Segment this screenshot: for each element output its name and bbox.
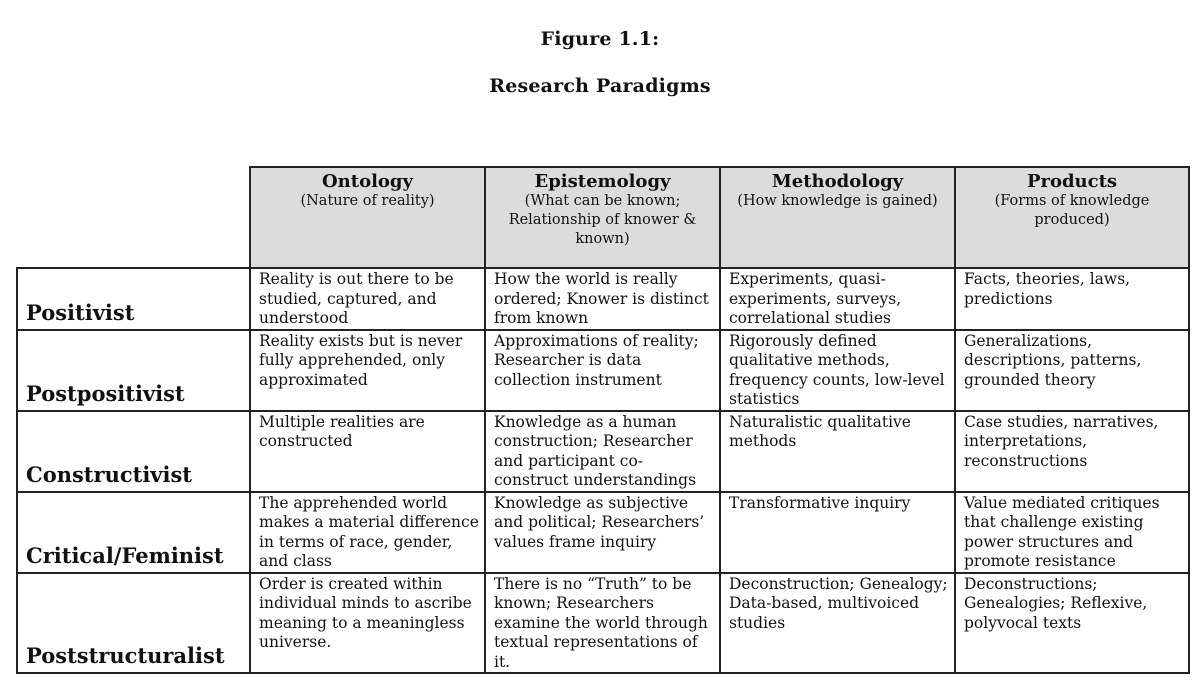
row-header: Postpositivist: [17, 330, 250, 411]
table-row-postpositivist: [17, 330, 1189, 411]
column-title: Ontology: [322, 171, 413, 192]
column-header-products: [955, 167, 1189, 268]
table-cell-methodology: Transformative inquiry: [720, 492, 955, 573]
row-header: Poststructuralist: [17, 573, 250, 674]
column-header-methodology: [720, 167, 955, 268]
empty-corner-cell: [17, 167, 250, 268]
column-title: Epistemology: [534, 171, 671, 192]
table-cell-ontology: Multiple realities are constructed: [250, 411, 485, 492]
table-cell-products: Case studies, narratives, interpretations, reconstructions: [955, 411, 1189, 492]
table-cell-products: Value mediated critiques that challenge existing power structures and promote resistance: [955, 492, 1189, 573]
table-cell-products: Facts, theories, laws, predictions: [955, 268, 1189, 330]
table-cell-methodology: Deconstruction; Genealogy; Data-based, multivoiced studies: [720, 573, 955, 674]
column-header-epistemology: [485, 167, 720, 268]
table-cell-products: Generalizations, descriptions, patterns, grounded theory: [955, 330, 1189, 411]
column-subtitle: (Forms of knowledge produced): [994, 193, 1150, 228]
column-subtitle: (Nature of reality): [300, 193, 435, 209]
row-header: Critical/Feminist: [17, 492, 250, 573]
table-cell-epistemology: There is no “Truth” to be known; Researchers examine the world through textual representations of it.: [485, 573, 720, 674]
header-row: [17, 167, 1189, 268]
table-cell-ontology: The apprehended world makes a material difference in terms of race, gender, and class: [250, 492, 485, 573]
figure-title: Research Paradigms: [489, 75, 711, 97]
table-cell-methodology: Rigorously defined qualitative methods, frequency counts, low-level statistics: [720, 330, 955, 411]
table-cell-ontology: Order is created within individual minds to ascribe meaning to a meaningless universe.: [250, 573, 485, 674]
column-title: Products: [1026, 171, 1118, 192]
research-paradigms-table: [16, 166, 1190, 674]
table-cell-epistemology: Knowledge as subjective and political; Researchers’ values frame inquiry: [485, 492, 720, 573]
column-header-ontology: [250, 167, 485, 268]
table-cell-epistemology: How the world is really ordered; Knower is distinct from known: [485, 268, 720, 330]
table-cell-ontology: Reality exists but is never fully apprehended, only approximated: [250, 330, 485, 411]
table-cell-epistemology: Approximations of reality; Researcher is data collection instrument: [485, 330, 720, 411]
table-cell-epistemology: Knowledge as a human construction; Researcher and participant co-construct understandings: [485, 411, 720, 492]
table-row-poststructuralist: [17, 573, 1189, 674]
column-subtitle: (How knowledge is gained): [737, 193, 938, 209]
figure-number: Figure 1.1:: [540, 28, 660, 50]
table-cell-methodology: Experiments, quasi-experiments, surveys, correlational studies: [720, 268, 955, 330]
table-row-positivist: [17, 268, 1189, 330]
column-title: Methodology: [771, 171, 904, 192]
column-subtitle: (What can be known; Relationship of knower & known): [508, 193, 697, 247]
table-row-constructivist: [17, 411, 1189, 492]
row-header: Positivist: [17, 268, 250, 330]
table-row-critical-feminist: [17, 492, 1189, 573]
row-header: Constructivist: [17, 411, 250, 492]
table-cell-ontology: Reality is out there to be studied, captured, and understood: [250, 268, 485, 330]
table-cell-products: Deconstructions; Genealogies; Reflexive, polyvocal texts: [955, 573, 1189, 674]
table-cell-methodology: Naturalistic qualitative methods: [720, 411, 955, 492]
